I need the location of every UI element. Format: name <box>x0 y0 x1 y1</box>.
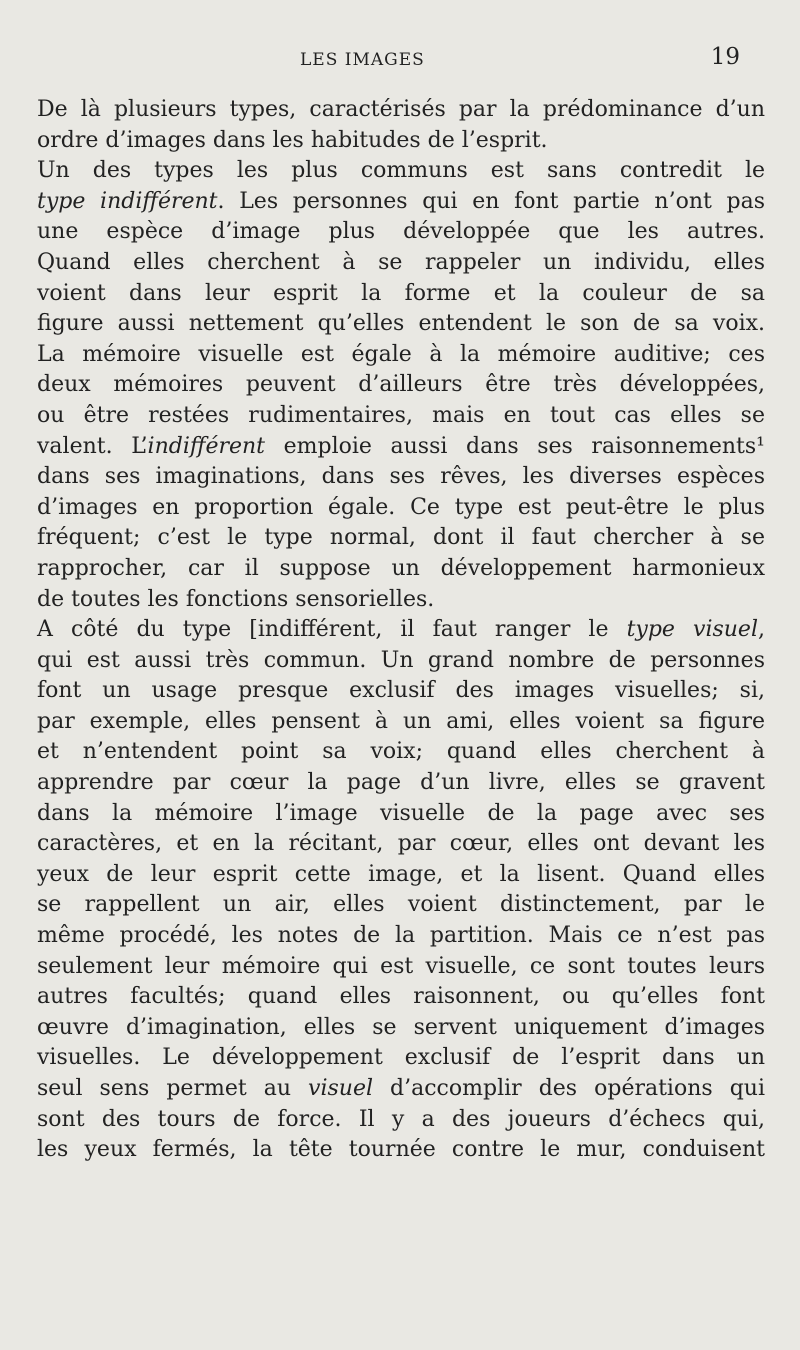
text-line <box>37 1135 765 1166</box>
text-run: Un des types les plus communs est sans contredit le <box>37 158 765 184</box>
text-line <box>37 768 765 799</box>
text-run: rapprocher, car il suppose un développement harmonieux <box>37 555 765 581</box>
text-run: La mémoire visuelle est égale à la mémoire auditive; ces <box>37 341 765 367</box>
text-run: seul sens permet au <box>37 1076 309 1101</box>
text-run: deux mémoires peuvent d’ailleurs être très développées, <box>37 372 765 398</box>
text-run: sont des tours de force. Il y a des joueurs d’échecs qui, <box>37 1106 765 1132</box>
text-line <box>37 952 765 983</box>
text-line <box>37 829 765 860</box>
text-run: autres facultés; quand elles raisonnent, ou qu’elles font <box>37 984 765 1010</box>
text-line <box>37 187 765 218</box>
text-run: caractères, et en la récitant, par cœur, elles ont devant les <box>37 831 765 857</box>
text-run: même procédé, les notes de la partition. Mais ce n’est pas <box>37 923 765 949</box>
text-line <box>37 554 765 585</box>
text-run: fréquent; c’est le type normal, dont il faut chercher à se <box>37 525 765 551</box>
running-head: LES IMAGES <box>300 50 425 70</box>
text-line <box>37 615 765 646</box>
text-run: , <box>758 617 765 643</box>
text-line <box>37 1074 765 1105</box>
page-header <box>0 40 800 80</box>
text-run: seulement leur mémoire qui est visuelle, ce sont toutes leurs <box>37 953 765 979</box>
text-run: les yeux fermés, la tête tournée contre le mur, conduisent <box>37 1137 765 1163</box>
text-run: figure aussi nettement qu’elles entendent le son de sa voix. <box>37 311 765 337</box>
text-run: d’images en proportion égale. Ce type est peut-être le plus <box>37 494 765 520</box>
text-run: se rappellent un air, elles voient distinctement, par le <box>37 892 765 918</box>
text-line <box>37 432 765 463</box>
text-run: font un usage presque exclusif des images visuelles; si, <box>37 678 765 704</box>
text-line <box>37 585 765 616</box>
text-run: ou être restées rudimentaires, mais en tout cas elles se <box>37 402 765 428</box>
text-run: A côté du type [indifférent, il faut ranger le <box>37 617 627 643</box>
text-run: par exemple, elles pensent à un ami, elles voient sa figure <box>37 708 765 734</box>
text-line <box>37 646 765 677</box>
text-run: dans ses imaginations, dans ses rêves, les diverses espèces <box>37 464 765 490</box>
text-line <box>37 799 765 830</box>
text-line <box>37 279 765 310</box>
text-line <box>37 707 765 738</box>
text-line <box>37 95 765 126</box>
italic-term: indifférent <box>147 433 266 459</box>
text-line <box>37 370 765 401</box>
text-line <box>37 921 765 952</box>
text-run: œuvre d’imagination, elles se servent uniquement d’images <box>37 1014 765 1040</box>
text-line <box>37 1013 765 1044</box>
text-line <box>37 156 765 187</box>
text-run: De là plusieurs types, caractérisés par la prédominance d’un <box>37 97 765 122</box>
text-line <box>37 676 765 707</box>
text-run: apprendre par cœur la page d’un livre, elles se gravent <box>37 770 765 796</box>
text-line <box>37 493 765 524</box>
text-run: emploie aussi dans ses raisonnements¹ <box>265 433 765 459</box>
text-line <box>37 1105 765 1136</box>
text-line <box>37 890 765 921</box>
page-number: 19 <box>710 44 740 70</box>
text-line <box>37 982 765 1013</box>
text-run: et n’entendent point sa voix; quand elles cherchent à <box>37 739 765 765</box>
text-line <box>37 340 765 371</box>
text-run: une espèce d’image plus développée que les autres. <box>37 219 765 245</box>
body-text <box>37 95 765 1166</box>
text-run: d’accomplir des opérations qui <box>373 1076 765 1101</box>
italic-term: type indifférent <box>37 188 218 214</box>
text-line <box>37 523 765 554</box>
text-line <box>37 309 765 340</box>
text-line <box>37 860 765 891</box>
text-run: Quand elles cherchent à se rappeler un individu, elles <box>37 249 765 275</box>
text-run: dans la mémoire l’image visuelle de la page avec ses <box>37 800 765 826</box>
text-line <box>37 401 765 432</box>
text-line <box>37 1043 765 1074</box>
text-run: qui est aussi très commun. Un grand nombre de personnes <box>37 647 765 673</box>
text-line <box>37 217 765 248</box>
text-line <box>37 737 765 768</box>
text-run: valent. L’ <box>37 433 148 459</box>
text-run: visuelles. Le développement exclusif de l’esprit dans un <box>37 1045 765 1071</box>
text-run: . Les personnes qui en font partie n’ont pas <box>217 188 765 214</box>
text-line <box>37 126 765 157</box>
text-run: ordre d’images dans les habitudes de l’esprit. <box>37 127 548 153</box>
text-run: voient dans leur esprit la forme et la couleur de sa <box>37 280 765 306</box>
italic-term: visuel <box>308 1076 374 1101</box>
text-run: yeux de leur esprit cette image, et la lisent. Quand elles <box>37 861 765 887</box>
text-run: de toutes les fonctions sensorielles. <box>37 586 435 612</box>
italic-term: type visuel <box>626 617 758 643</box>
text-line <box>37 462 765 493</box>
text-line <box>37 248 765 279</box>
